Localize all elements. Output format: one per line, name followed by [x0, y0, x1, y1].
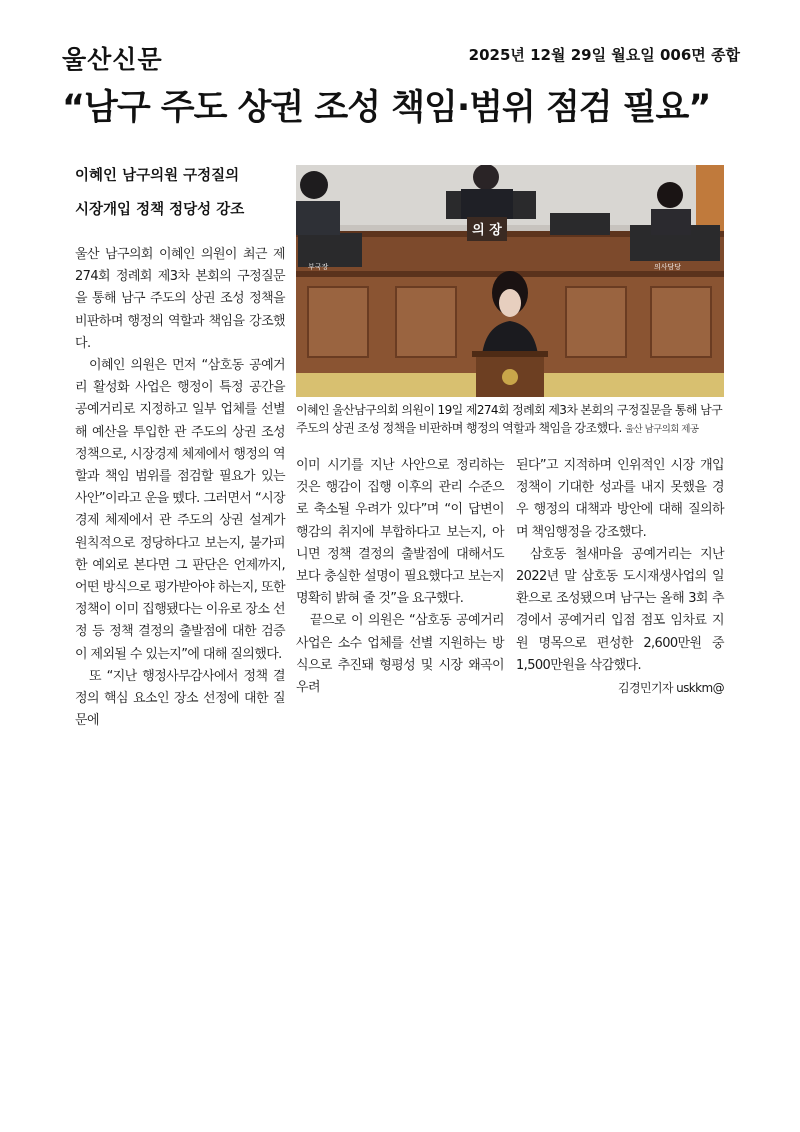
photo-caption: [296, 401, 726, 439]
subheadline-1: 이혜인 남구의원 구정질의: [75, 168, 240, 184]
dateline: 2025년 12월 29일 월요일 006면 종합: [468, 46, 740, 64]
chair-sign-label: 의 장: [472, 223, 502, 238]
byline: 김경민기자 uskkm@: [617, 681, 724, 696]
left-nameplate: 부국장: [308, 263, 329, 271]
caption-text: 이혜인 울산남구의회 의원이 19일 제274회 정례회 제3차 본회의 구정질문을 통해 남구 주도의 상권 조성 정책을 비판하며 행정의 역할과 책임을 강조했다.: [296, 403, 723, 435]
paragraph: 끝으로 이 의원은 “삼호동 공예거리 사업은 소수 업체를 선별 지원하는 방식으로 추진돼 형평성 및 시장 왜곡이 우려: [296, 613, 504, 696]
article-column-1: [75, 244, 285, 732]
paragraph: 이혜인 의원은 먼저 “삼호동 공예거리 활성화 사업은 행정이 특정 공간을 공예거리로 지정하고 일부 업체를 선별해 예산을 투입한 관 주도의 상권 조성 정책으로, 시장경제 체제에서 행정의 역할과 책임 범위를 점검할 필요가 있는 사안”이라고 운을 뗐다. 그러면서 “시장경제 체제에서 관 주도의 상권 설계가 원칙적으로 정당하다고 보는지, 불가피한 예외로 본다면 그 판단은 언제까지, 어떤 방식으로 평가받아야 하는지, 또한 정책이 이미 집행됐다는 이유로 장소 선정 등 정책 결정의 출발점에 대한 검증이 제외될 수 있는지”에 대해 질의했다.: [75, 358, 285, 662]
headline: “남구 주도 상권 조성 책임·범위 점검 필요”: [62, 88, 711, 128]
paragraph: 이미 시기를 지난 사안으로 정리하는 것은 행감이 집행 이후의 관리 수준으로 축소될 우려가 있다”며 “이 답변이 행감의 취지에 부합하다고 보는지, 아니면 정책 결정의 출발점에 대해서도 보다 충실한 설명이 필요했다고 보는지 명확히 밝혀 줄 것”을 요구했다.: [296, 458, 504, 607]
paragraph: 울산 남구의회 이혜인 의원이 최근 제274회 정례회 제3차 본회의 구정질문을 통해 남구 주도의 상권 조성 정책을 비판하며 행정의 역할과 책임을 강조했다.: [75, 247, 285, 351]
newspaper-name: 울산신문: [62, 45, 163, 74]
subheadline-2: 시장개입 정책 정당성 강조: [75, 202, 245, 218]
photo-credit: 울산 남구의회 제공: [624, 424, 699, 435]
right-nameplate: 의사담당: [654, 263, 682, 271]
article-column-3: [516, 455, 724, 699]
article-column-2: [296, 455, 504, 699]
paragraph: 또 “지난 행정사무감사에서 정책 결정의 핵심 요소인 장소 선정에 대한 질문에: [75, 668, 285, 729]
paragraph: 된다”고 지적하며 인위적인 시장 개입 정책이 기대한 성과를 내지 못했을 경우 행정의 대책과 방안에 대해 질의하며 책임행정을 강조했다.: [516, 458, 724, 540]
council-photo: [296, 165, 724, 397]
paragraph: 삼호동 철새마을 공예거리는 지난 2022년 말 삼호동 도시재생사업의 일환으로 조성됐으며 남구는 올해 3회 추경에서 공예거리 입점 점포 임차료 지원 명목으로 편성한 2,600만원 중 1,500만원을 삭감했다.: [516, 546, 724, 673]
